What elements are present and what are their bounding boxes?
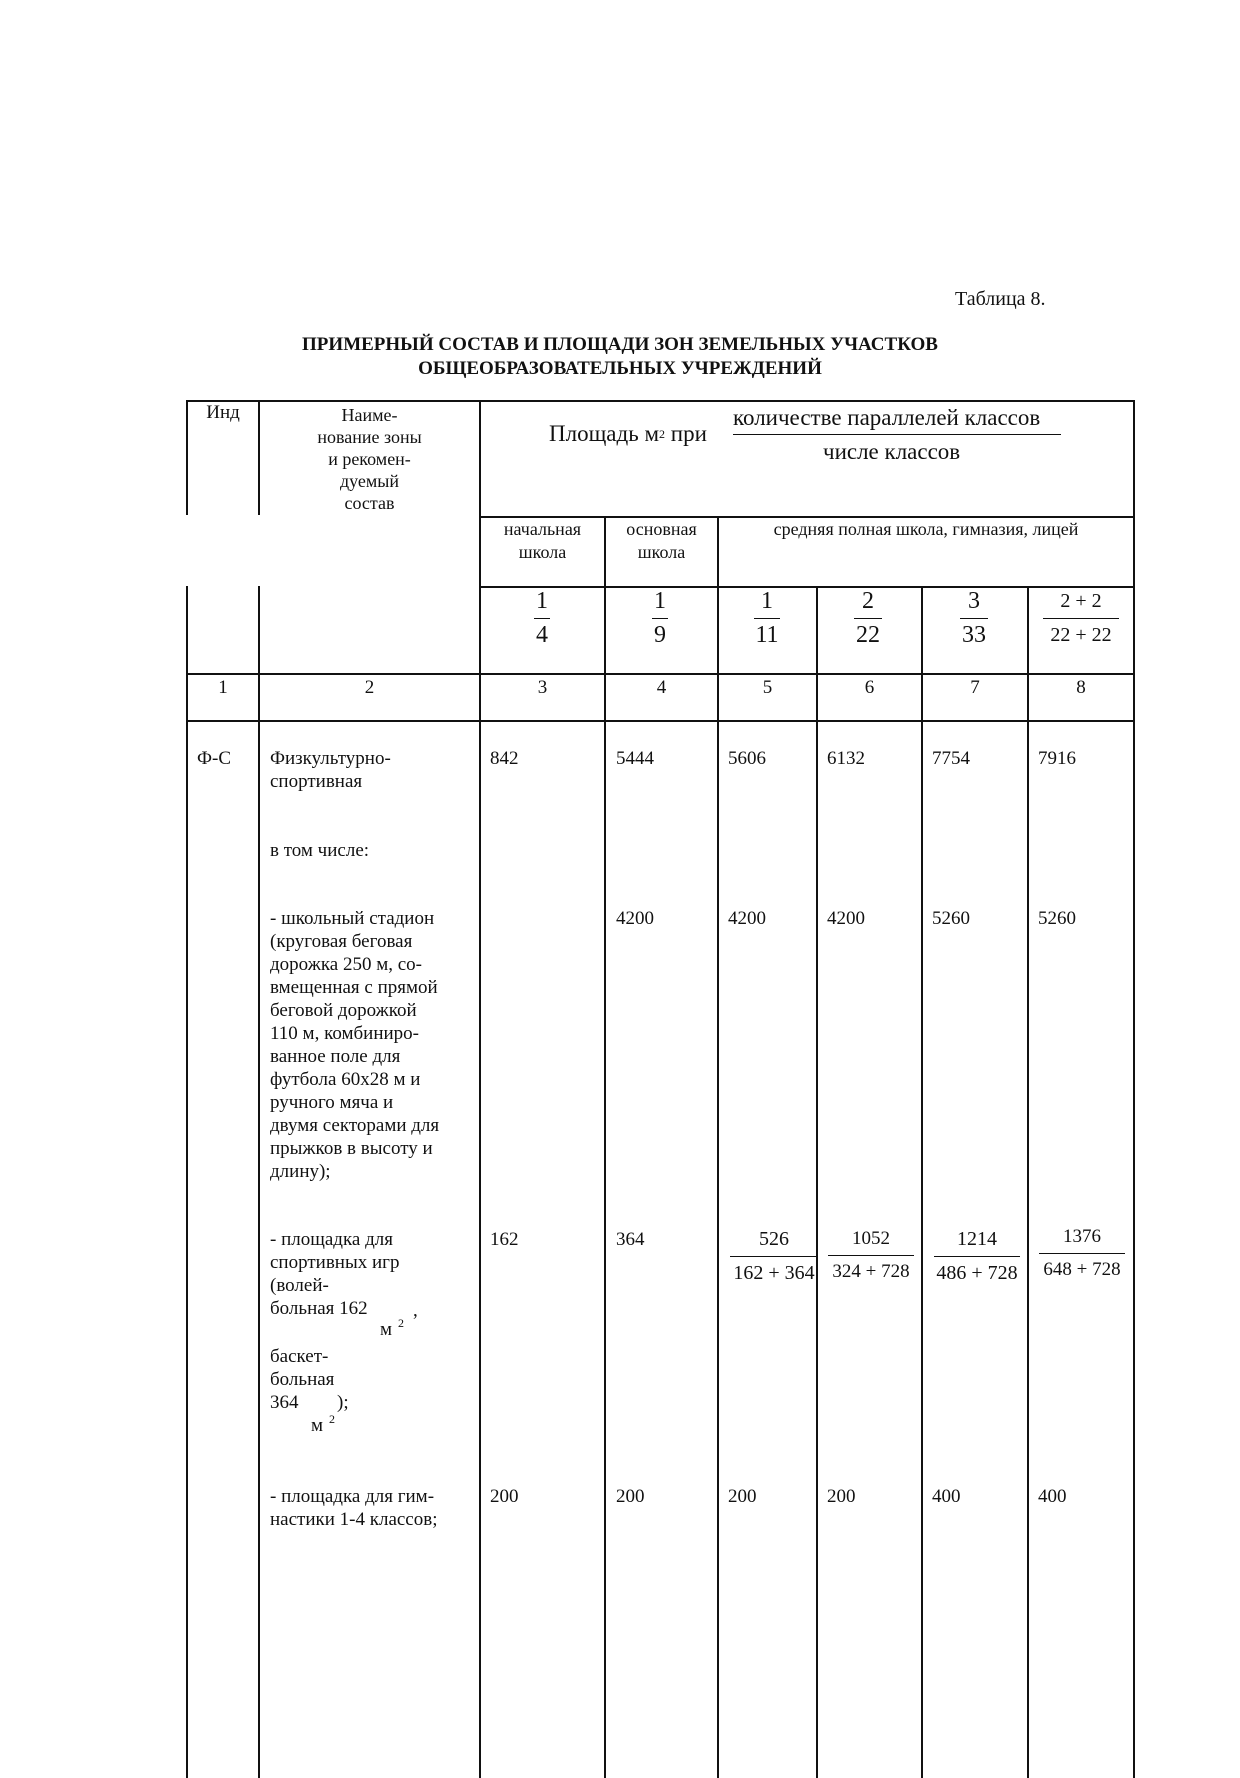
document-title-line-1: ПРИМЕРНЫЙ СОСТАВ И ПЛОЩАДИ ЗОН ЗЕМЕЛЬНЫХ УЧАСТКОВ	[302, 334, 938, 355]
fraction-games-col-8: 1376 648 + 728	[1034, 1226, 1130, 1281]
header-ind: Инд	[206, 402, 240, 423]
fraction-col-4: 1 9	[654, 588, 666, 649]
document-title-line-2: ОБЩЕОБРАЗОВАТЕЛЬНЫХ УЧРЕЖДЕНИЙ	[418, 358, 822, 379]
in-that-number-label: в том числе:	[270, 840, 370, 861]
fraction-col-8: 2 + 2 22 + 22	[1038, 590, 1124, 647]
fraction-col-5: 1 11	[755, 588, 779, 649]
fraction-games-col-6: 1052 324 + 728	[824, 1228, 918, 1283]
table-caption: Таблица 8.	[955, 288, 1046, 310]
fraction-games-col-5: 526 162 + 364	[726, 1228, 822, 1285]
fraction-games-col-7: 1214 486 + 728	[930, 1228, 1024, 1285]
fraction-col-6: 2 22	[856, 588, 880, 649]
row-code: Ф-С	[197, 748, 232, 769]
header-secondary-school: средняя полная школа, гимназия, лицей	[773, 519, 1079, 539]
fraction-col-3: 1 4	[536, 588, 548, 649]
fraction-col-7: 3 33	[962, 588, 986, 649]
